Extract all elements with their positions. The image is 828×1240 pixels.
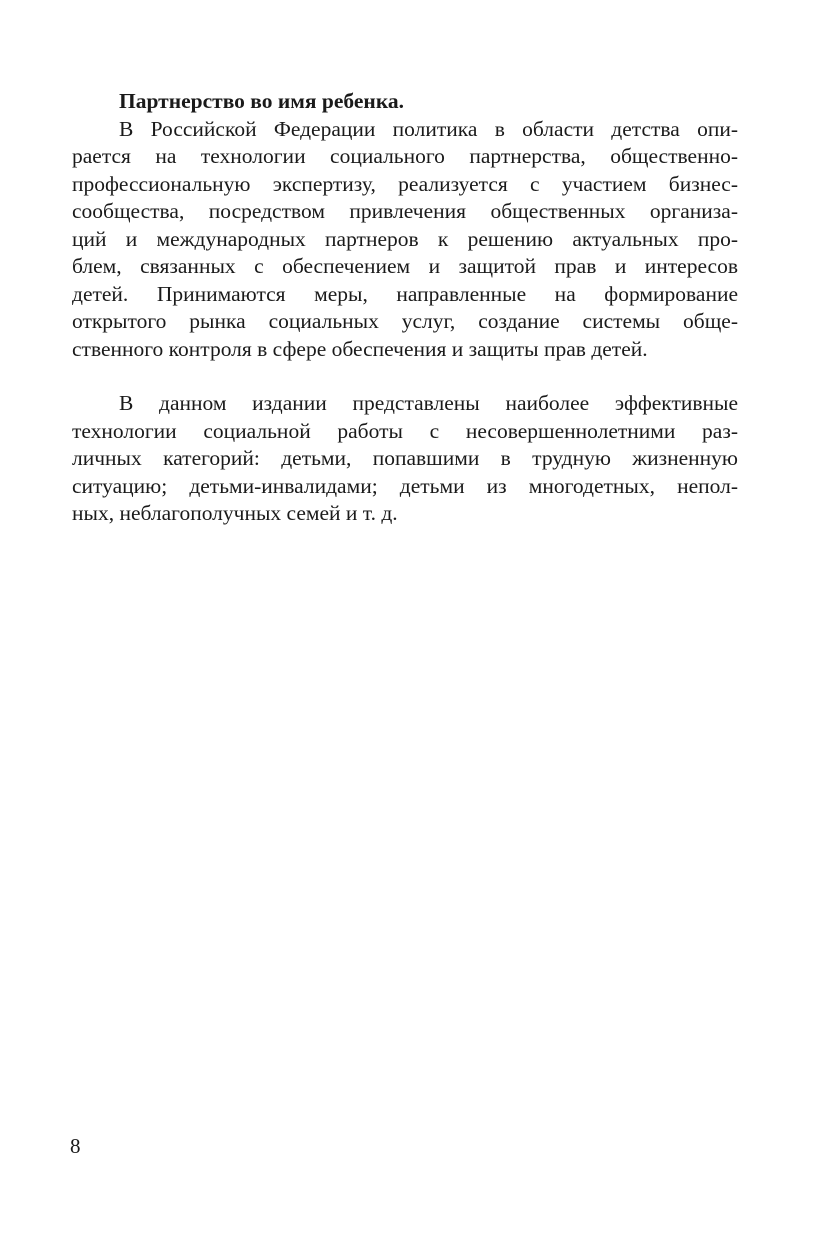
paragraph-1-line: профессиональную экспертизу, реализуется с участием бизнес- (72, 171, 738, 196)
paragraph-1 (72, 116, 738, 364)
paragraph-2 (72, 390, 738, 528)
paragraph-1-line: ственного контроля в сфере обеспечения и защиты прав детей. (72, 336, 648, 361)
paragraph-2-line: технологии социальной работы с несовершеннолетними раз- (72, 418, 738, 443)
paragraph-2-line: ситуацию; детьми-инвалидами; детьми из многодетных, непол- (72, 473, 738, 498)
paragraph-1-line: открытого рынка социальных услуг, создание системы обще- (72, 309, 738, 333)
paragraph-spacer (72, 363, 738, 390)
paragraph-2-line: ных, неблагополучных семей и т. д. (72, 501, 398, 525)
paragraph-1-line: детей. Принимаются меры, направленные на формирование (72, 281, 738, 306)
paragraph-1-line: блем, связанных с обеспечением и защитой прав и интересов (72, 254, 738, 278)
section-heading: Партнерство во имя ребенка. (119, 89, 405, 113)
paragraph-1-line: ций и международных партнеров к решению актуальных про- (72, 226, 738, 251)
paragraph-1-line: рается на технологии социального партнерства, общественно- (72, 144, 738, 168)
page-number: 8 (70, 1134, 81, 1158)
paragraph-2-line: личных категорий: детьми, попавшими в трудную жизненную (72, 446, 738, 470)
section-heading-block (72, 88, 738, 116)
paragraph-1-line: сообщества, посредством привлечения общественных организа- (72, 199, 738, 223)
paragraph-1-line: В Российской Федерации политика в области детства опи- (119, 116, 738, 141)
paragraph-2-line: В данном издании представлены наиболее эффективные (119, 391, 738, 415)
page-body (72, 88, 738, 528)
